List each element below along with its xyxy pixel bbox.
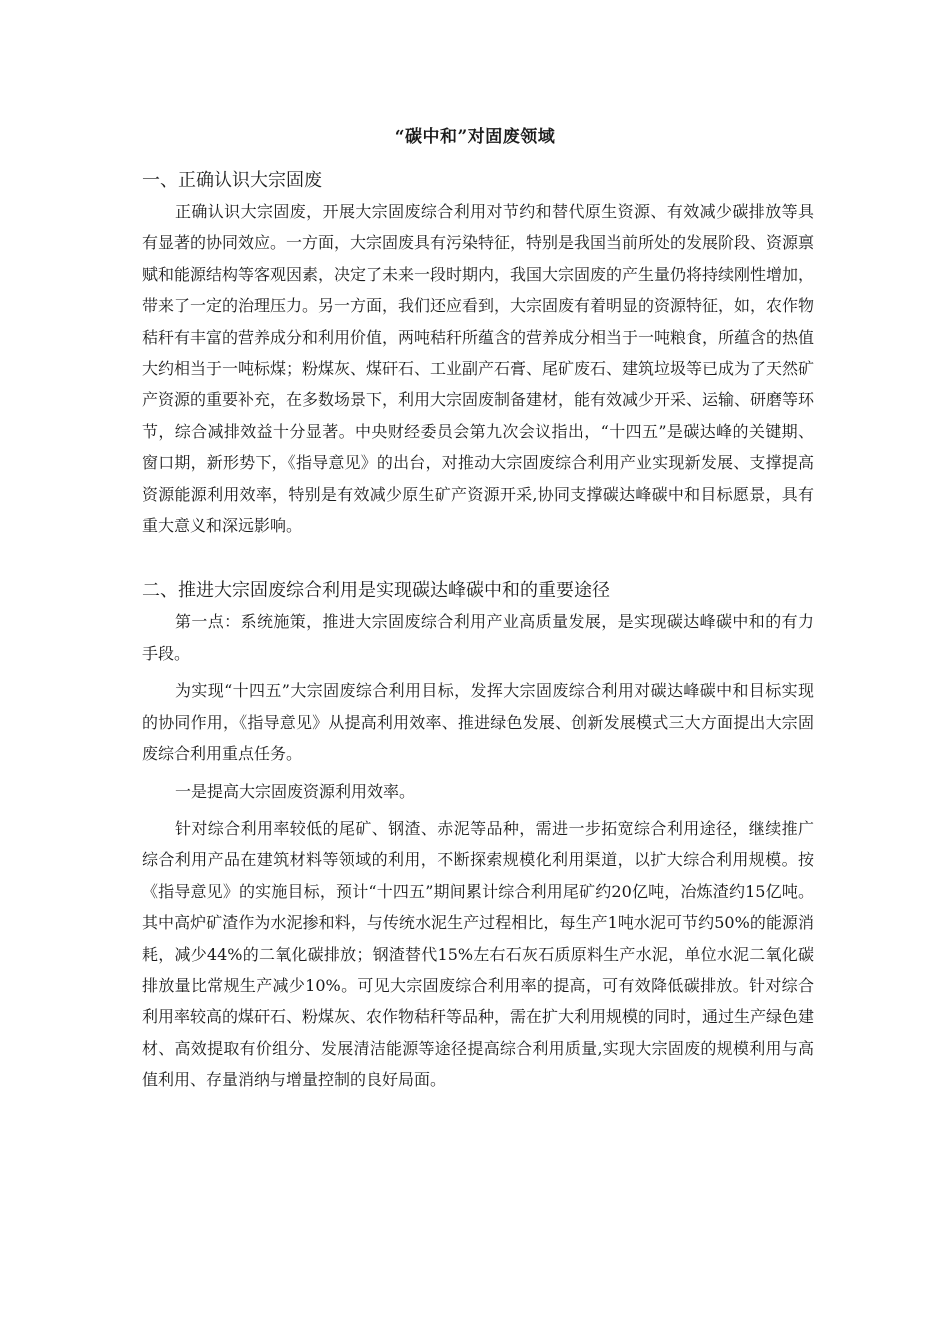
section-2-paragraph-3: 一是提高大宗固废资源利用效率。: [175, 781, 416, 801]
section-2-paragraph-4: 针对综合利用率较低的尾矿、钢渣、赤泥等品种，需进一步拓宽综合利用途径，继续推广综合利用产品在建筑材料等领域的利用，不断探索规模化利用渠道，以扩大综合利用规模。按《指导意见》的实施目标，预计“十四五”期间累计综合利用尾矿约20亿吨，冶炼渣约15亿吨。其中高炉矿渣作为水泥掺和料，与传统水泥生产过程相比，每生产1吨水泥可节约50%的能源消耗，减少44%的二氧化碳排放；钢渣替代15%左右石灰石质原料生产水泥，单位水泥二氧化碳排放量比常规生产减少10%。可见大宗固废综合利用率的提高，可有效降低碳排放。针对综合利用率较高的煤矸石、粉煤灰、农作物秸秆等品种，需在扩大利用规模的同时，通过生产绿色建材、高效提取有价组分、发展清洁能源等途径提高综合利用质量,实现大宗固废的规模利用与高值利用、存量消纳与增量控制的良好局面。: [142, 818, 815, 1090]
section-1-paragraph: 正确认识大宗固废，开展大宗固废综合利用对节约和替代原生资源、有效减少碳排放等具有显著的协同效应。一方面，大宗固废具有污染特征，特别是我国当前所处的发展阶段、资源禀赋和能源结构等客观因素，决定了未来一段时期内，我国大宗固废的产生量仍将持续刚性增加，带来了一定的治理压力。另一方面，我们还应看到，大宗固废有着明显的资源特征，如，农作物秸秆有丰富的营养成分和利用价值，两吨秸秆所蕴含的营养成分相当于一吨粮食，所蕴含的热值大约相当于一吨标煤；粉煤灰、煤矸石、工业副产石膏、尾矿废石、建筑垃圾等已成为了天然矿产资源的重要补充，在多数场景下，利用大宗固废制备建材，能有效减少开采、运输、研磨等环节，综合减排效益十分显著。中央财经委员会第九次会议指出，“十四五”是碳达峰的关键期、窗口期，新形势下，《指导意见》的出台，对推动大宗固废综合利用产业实现新发展、支撑提高资源能源利用效率，特别是有效减少原生矿产资源开采,协同支撑碳达峰碳中和目标愿景，具有重大意义和深远影响。: [142, 202, 815, 536]
section-2-paragraph-1: 第一点：系统施策，推进大宗固废综合利用产业高质量发展，是实现碳达峰碳中和的有力手段。: [142, 612, 814, 663]
section-1-heading: 一、正确认识大宗固废: [142, 170, 322, 191]
section-2-heading: 二、推进大宗固废综合利用是实现碳达峰碳中和的重要途径: [142, 580, 610, 602]
section-2-paragraph-2: 为实现“十四五”大宗固废综合利用目标，发挥大宗固废综合利用对碳达峰碳中和目标实现的协同作用，《指导意见》从提高利用效率、推进绿色发展、创新发展模式三大方面提出大宗固废综合利用重点任务。: [142, 681, 814, 764]
document-title: “碳中和”对固废领域: [394, 127, 556, 147]
document-body: [142, 168, 814, 1096]
